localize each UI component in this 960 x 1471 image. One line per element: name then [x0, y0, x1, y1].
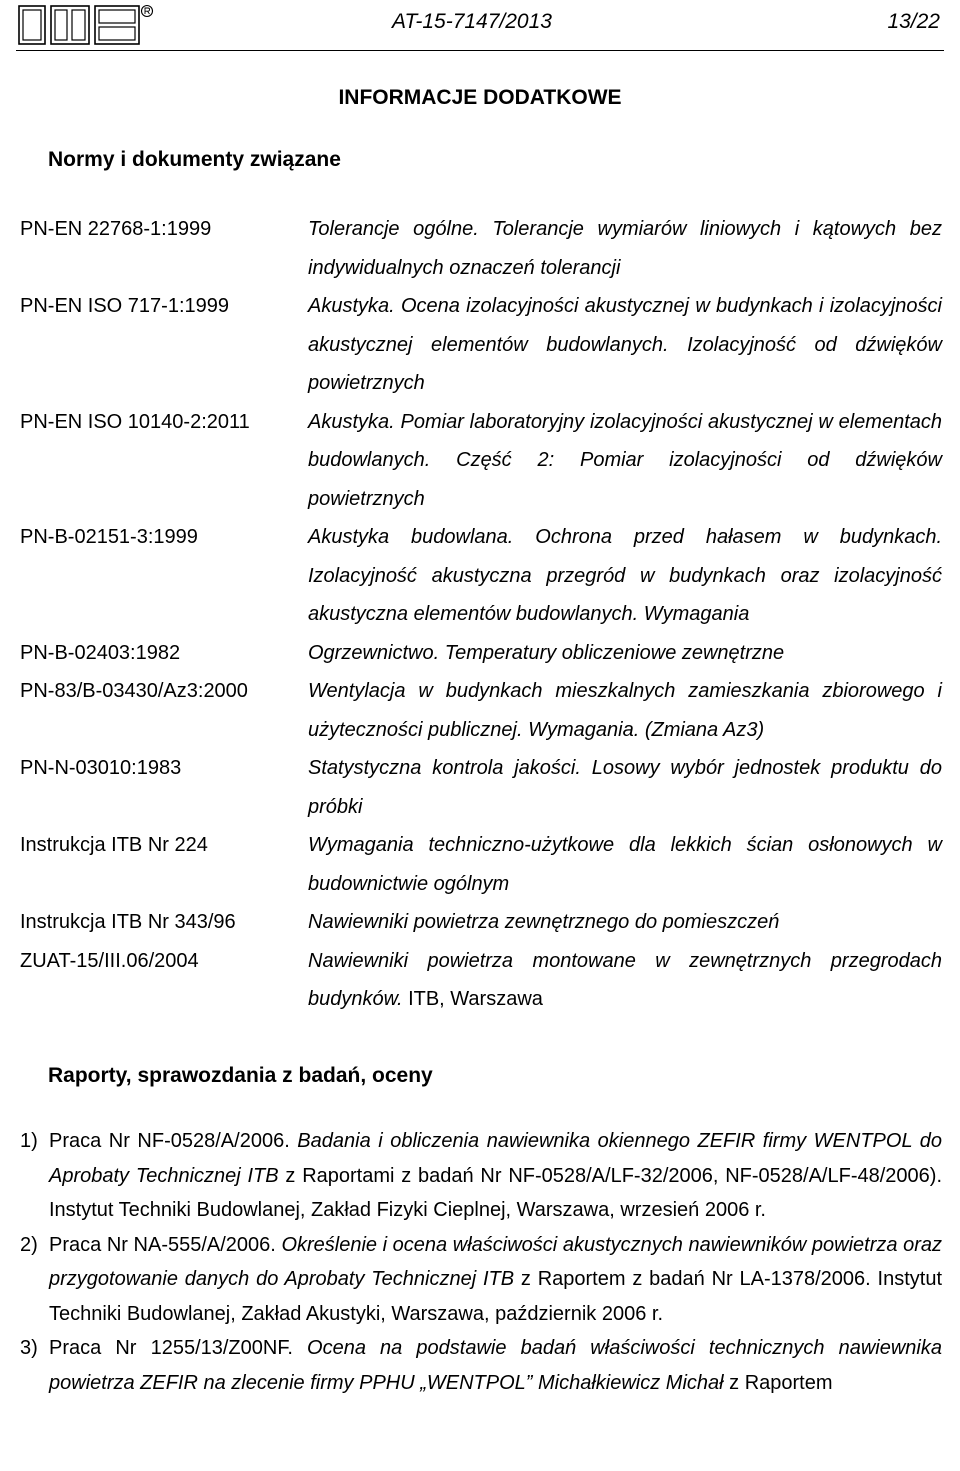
- norm-description: [308, 210, 942, 287]
- norm-row: [20, 210, 942, 287]
- report-italic: Ocena na podstawie badań właściwości technicznych nawiewnika powietrza ZEFIR na zlecenie firmy PPHU „WENTPOL” Michałkiewicz Michał: [49, 1337, 943, 1394]
- report-number: 2): [20, 1233, 38, 1256]
- norm-title: Nawiewniki powietrza zewnętrznego do pomieszczeń: [308, 911, 780, 933]
- report-item: [20, 1331, 942, 1400]
- norm-code: PN-EN 22768-1:1999: [20, 218, 212, 240]
- norm-row: [20, 942, 942, 1019]
- report-italic: Badania i obliczenia nawiewnika okiennego ZEFIR firmy WENTPOL do Aprobaty Technicznej ITB: [49, 1130, 942, 1187]
- norms-heading: Normy i dokumenty związane: [48, 148, 341, 171]
- report-tail: z Raportami z badań Nr NF-0528/A/LF-32/2006, NF-0528/A/LF-48/2006). Instytut Techniki Budowlanej, Zakład Fizyki Cieplnej, Warszawa, wrzesień 2006 r.: [49, 1164, 942, 1221]
- report-text: [49, 1331, 942, 1400]
- norm-code: ZUAT-15/III.06/2004: [20, 949, 199, 972]
- norms-list: [20, 210, 942, 1019]
- report-lead: Praca Nr NF-0528/A/2006.: [49, 1130, 298, 1152]
- norm-code: PN-B-02151-3:1999: [20, 526, 198, 548]
- norm-description: [308, 942, 942, 1019]
- norm-code: PN-83/B-03430/Az3:2000: [20, 680, 248, 702]
- norm-description: [308, 403, 942, 519]
- norm-row: [20, 903, 942, 942]
- norm-description: [308, 634, 942, 673]
- norm-row: [20, 287, 942, 403]
- report-lead: Praca Nr 1255/13/Z00NF.: [49, 1337, 308, 1359]
- norm-description: [308, 518, 942, 634]
- header-divider: [16, 50, 944, 51]
- norm-description: [308, 287, 942, 403]
- page-number: 13/22: [887, 10, 940, 33]
- norm-title: Wentylacja w budynkach mieszkalnych zamieszkania zbiorowego i użyteczności publicznej. Wymagania. (Zmiana Az3): [308, 680, 942, 741]
- report-text: [49, 1124, 942, 1228]
- norm-title: Statystyczna kontrola jakości. Losowy wybór jednostek produktu do próbki: [308, 757, 942, 818]
- report-lead: Praca Nr NA-555/A/2006.: [49, 1233, 282, 1256]
- section-title: INFORMACJE DODATKOWE: [338, 86, 622, 109]
- norm-description: [308, 903, 942, 942]
- norm-code: Instrukcja ITB Nr 224: [20, 834, 208, 856]
- norm-row: [20, 672, 942, 749]
- reports-list: [20, 1124, 942, 1400]
- norm-title: Akustyka. Pomiar laboratoryjny izolacyjności akustycznej w elementach budowlanych. Część 2: Pomiar izolacyjności od dźwięków powietrznych: [308, 410, 942, 510]
- norm-title: Ogrzewnictwo. Temperatury obliczeniowe zewnętrzne: [308, 641, 785, 664]
- document-id: AT-15-7147/2013: [392, 10, 552, 33]
- norm-title: Tolerancje ogólne. Tolerancje wymiarów liniowych i kątowych bez indywidualnych oznaczeń tolerancji: [308, 218, 942, 279]
- norm-title: Akustyka budowlana. Ochrona przed hałasem w budynkach. Izolacyjność akustyczna przegród w budynkach oraz izolacyjność akustyczna elementów budowlanych. Wymagania: [308, 526, 942, 625]
- norm-description: [308, 749, 942, 826]
- norm-code: PN-B-02403:1982: [20, 641, 181, 664]
- itb-logo-icon: [18, 4, 154, 46]
- norm-code: PN-N-03010:1983: [20, 757, 182, 779]
- norm-title: Nawiewniki powietrza montowane w zewnętrznych przegrodach budynków.: [308, 949, 942, 1010]
- norm-row: [20, 518, 942, 634]
- norm-title: Wymagania techniczno-użytkowe dla lekkich ścian osłonowych w budownictwie ogólnym: [308, 834, 942, 895]
- norm-row: [20, 749, 942, 826]
- norm-row: [20, 403, 942, 519]
- norm-code: PN-EN ISO 10140-2:2011: [20, 410, 250, 433]
- norm-code: PN-EN ISO 717-1:1999: [20, 295, 229, 317]
- report-text: [49, 1228, 942, 1332]
- report-italic: Określenie i ocena właściwości akustycznych nawiewników powietrza oraz przygotowanie danych do Aprobaty Technicznej ITB: [49, 1233, 942, 1290]
- report-item: [20, 1228, 942, 1332]
- norm-title: Akustyka. Ocena izolacyjności akustycznej w budynkach i izolacyjności akustycznej elementów budowlanych. Izolacyjność od dźwięków powietrznych: [308, 295, 942, 394]
- report-tail: z Raportem: [723, 1371, 833, 1394]
- norm-description: [308, 672, 942, 749]
- report-number: 3): [20, 1337, 38, 1359]
- norm-description: [308, 826, 942, 903]
- report-number: 1): [20, 1130, 38, 1152]
- reports-heading: Raporty, sprawozdania z badań, oceny: [48, 1064, 433, 1087]
- report-item: [20, 1124, 942, 1228]
- norm-publisher: ITB, Warszawa: [402, 988, 543, 1010]
- norm-code: Instrukcja ITB Nr 343/96: [20, 911, 236, 933]
- norm-row: [20, 826, 942, 903]
- norm-row: [20, 634, 942, 673]
- report-tail: z Raportem z badań Nr LA-1378/2006. Instytut Techniki Budowlanej, Zakład Akustyki, Warszawa, październik 2006 r.: [49, 1268, 942, 1325]
